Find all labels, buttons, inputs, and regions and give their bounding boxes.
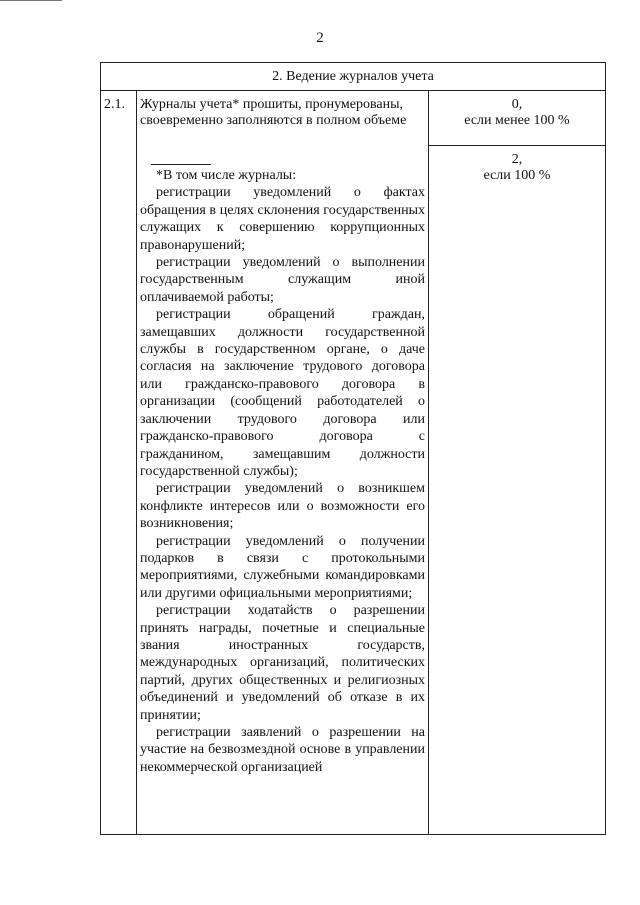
score-value: 2, xyxy=(511,152,523,167)
footnote-item: регистрации заявлений о разрешении на участие на безвозмездной основе в управлении некоммерческой организацией xyxy=(140,725,425,775)
footnote-item: регистрации ходатайств о разрешении принять награды, почетные и специальные звания иностранных государств, международных организаций, политических партий, других общественных и религиозных объединений и уведомлений об отказе в их принятии; xyxy=(140,603,425,723)
footnote-item: регистрации уведомлений о возникшем конфликте интересов или о возможности его возникновения; xyxy=(140,481,425,532)
top-edge-mark xyxy=(0,0,62,1)
page-number: 2 xyxy=(316,30,324,46)
column-divider xyxy=(136,90,137,834)
score-condition: если менее 100 % xyxy=(464,113,570,128)
footnote-rule xyxy=(151,164,211,165)
footnote-item: регистрации обращений граждан, замещавших должности государственной службы в государственном органе, о даче согласия на заключение трудового договора или гражданско-правового договора в организации (сообщений работодателей о заключении трудового договора или гражданско-правового договора с гражданином, замещавшим должности государственной службы); xyxy=(140,307,425,479)
column-divider xyxy=(428,90,429,834)
row-number: 2.1. xyxy=(104,97,125,112)
score-divider xyxy=(428,145,605,146)
footnote-item: регистрации уведомлений о получении подарков в связи с протокольными мероприятиями, служебными командировками или другими официальными мероприятиями; xyxy=(140,533,425,601)
criterion-text: Журналы учета* прошиты, пронумерованы, своевременно заполняются в полном объеме xyxy=(140,97,407,128)
footnote-list xyxy=(140,167,425,776)
footnote-item: регистрации уведомлений о фактах обращения в целях склонения государственных служащих к совершению коррупционных правонарушений; xyxy=(140,185,425,253)
score-option xyxy=(429,152,605,184)
footnote-intro: *В том числе журналы: xyxy=(156,168,297,183)
footnote-item: регистрации уведомлений о выполнении государственным служащим иной оплачиваемой работы; xyxy=(140,255,425,305)
score-condition: если 100 % xyxy=(483,168,551,183)
score-option xyxy=(429,97,605,129)
score-value: 0, xyxy=(511,97,523,112)
section-title: 2. Ведение журналов учета xyxy=(101,63,605,91)
evaluation-table xyxy=(100,62,606,835)
